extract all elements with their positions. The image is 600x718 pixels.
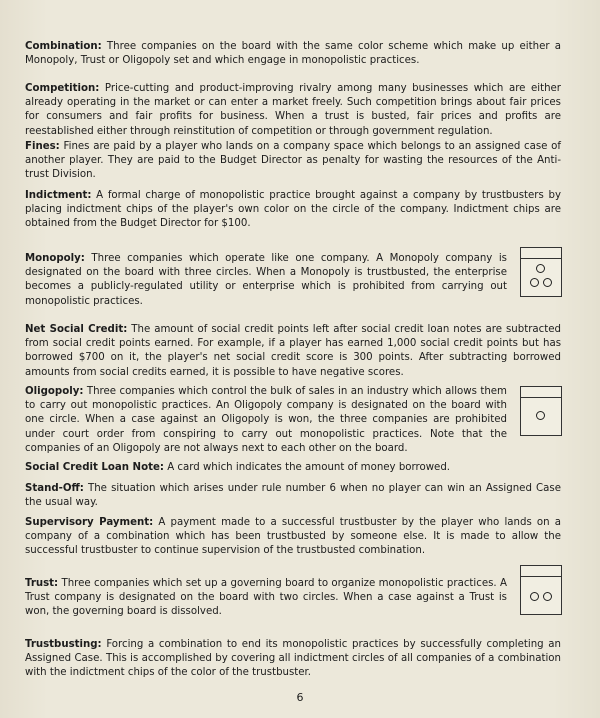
indictment-circle-icon — [530, 592, 539, 601]
glossary-entry-stand-off — [25, 482, 561, 510]
indictment-circle-icon — [543, 278, 552, 287]
glossary-term: Supervisory Payment: — [25, 517, 154, 528]
glossary-entry-fines — [25, 140, 561, 183]
glossary-entry-combination — [25, 40, 561, 68]
glossary-term: Indictment: — [25, 190, 92, 201]
glossary-definition: Three companies which operate like one company. A Monopoly company is designated on the board with three circles. When a Monopoly is trustbusted, the enterprise becomes a publicly-regulated utility or enterprise which is prohibited from carrying out monopolistic practices. — [25, 253, 507, 307]
glossary-term: Monopoly: — [25, 253, 85, 264]
glossary-entry-trustbusting — [25, 638, 561, 681]
card-flap — [521, 566, 561, 577]
glossary-definition: A payment made to a successful trustbuster by the player who lands on a company of a combination which has been trustbusted by someone else. It is made to allow the successful trustbuster to continue supervision of the trustbusted combination. — [25, 517, 561, 557]
glossary-term: Social Credit Loan Note: — [25, 462, 164, 473]
glossary-entry-monopoly — [25, 252, 507, 309]
glossary-term: Trustbusting: — [25, 639, 102, 650]
glossary-term: Fines: — [25, 141, 60, 152]
indictment-circle-icon — [543, 592, 552, 601]
glossary-term: Trust: — [25, 578, 59, 589]
glossary-entry-competition — [25, 82, 561, 139]
monopoly-card-icon — [520, 247, 562, 297]
glossary-definition: The situation which arises under rule number 6 when no player can win an Assigned Case the usual way. — [25, 483, 561, 509]
glossary-entry-indictment — [25, 189, 561, 232]
glossary-definition: Three companies which control the bulk of sales in an industry which allows them to carry out monopolistic practices. An Oligopoly company is designated on the board with one circle. When a case against an Oligopoly is won, the three companies are prohibited under court order from conspiring to carry out monopolistic practices. Note that the companies of an Oligopoly are not always next to each other on the board. — [25, 386, 507, 454]
glossary-definition: Three companies on the board with the same color scheme which make up either a Monopoly, Trust or Oligopoly set and which engage in monopolistic practices. — [25, 41, 561, 67]
glossary-entry-social-credit-loan-note — [25, 461, 561, 475]
glossary-definition: Fines are paid by a player who lands on a company space which belongs to an assigned case of another player. They are paid to the Budget Director as penalty for wasting the resources of the Anti-trust Division. — [25, 141, 561, 181]
glossary-term: Combination: — [25, 41, 102, 52]
glossary-entry-oligopoly — [25, 385, 507, 456]
glossary-term: Stand-Off: — [25, 483, 84, 494]
oligopoly-card-icon — [520, 386, 562, 436]
card-flap — [521, 387, 561, 398]
indictment-circle-icon — [536, 411, 545, 420]
glossary-definition: A formal charge of monopolistic practice brought against a company by trustbusters by placing indictment chips of the player's own color on the circle of the company. Indictment chips are obtained from the Budget Director for $100. — [25, 190, 561, 230]
indictment-circle-icon — [530, 278, 539, 287]
glossary-definition: A card which indicates the amount of money borrowed. — [167, 462, 451, 473]
card-flap — [521, 248, 561, 259]
glossary-definition: Price-cutting and product-improving rivalry among many businesses which are either already operating in the market or can enter a market freely. Such competition brings about fair prices for consumers and fair profits for business. When a trust is busted, fair prices and profits are reestablished either through reinstitution of competition or through government regulation. — [25, 83, 561, 137]
glossary-definition: The amount of social credit points left after social credit loan notes are subtracted from social credit points earned. For example, if a player has earned 1,000 social credit points but has borrowed $700 on it, the player's net social credit score is 300 points. After subtracting borrowed amounts from social credits earned, it is possible to have negative scores. — [25, 324, 561, 378]
glossary-definition: Forcing a combination to end its monopolistic practices by successfully completing an Assigned Case. This is accomplished by covering all indictment circles of all companies of a combination with the indictment chips of the color of the trustbuster. — [25, 639, 561, 679]
indictment-circle-icon — [536, 264, 545, 273]
glossary-entry-net-social-credit — [25, 323, 561, 380]
glossary-definition: Three companies which set up a governing board to organize monopolistic practices. A Trust company is designated on the board with two circles. When a case against a Trust is won, the governing board is dissolved. — [25, 578, 507, 618]
glossary-term: Net Social Credit: — [25, 324, 128, 335]
glossary-term: Competition: — [25, 83, 100, 94]
glossary-term: Oligopoly: — [25, 386, 84, 397]
page-number: 6 — [296, 691, 304, 704]
trust-card-icon — [520, 565, 562, 615]
glossary-entry-supervisory-payment — [25, 516, 561, 559]
glossary-entry-trust — [25, 577, 507, 620]
